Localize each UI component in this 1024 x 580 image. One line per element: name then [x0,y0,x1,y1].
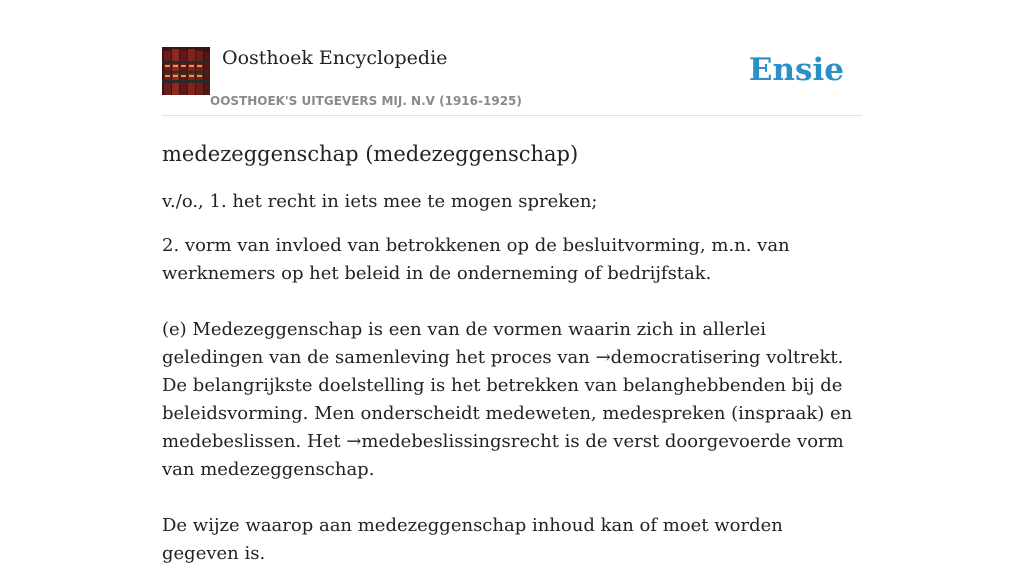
body-text: is de verst doorgevoerde vorm van medezeggenschap. [162,431,844,480]
source-name[interactable]: Oosthoek Encyclopedie [222,47,448,69]
democratisering-link[interactable]: →democratisering [595,347,761,368]
brand-logo[interactable]: Ensie [748,52,844,88]
book-spines-icon [162,47,210,95]
body-text: voltrekt. De belangrijkste doelstelling is het betrekken van belanghebbenden bij de beleidsvorming. Men onderscheidt medeweten, medespreken (inspraak) en medebeslissen. Het [162,347,853,452]
entry-content [162,138,862,580]
source-avatar[interactable] [162,47,210,95]
definition-2: 2. vorm van invloed van betrokkenen op de besluitvorming, m.n. van werknemers op het beleid in de onderneming of bedrijfstak. [162,235,790,284]
source-subtitle: OOSTHOEK'S UITGEVERS MIJ. N.V (1916-1925) [210,94,522,108]
header [162,46,862,116]
definition-1: v./o., 1. het recht in iets mee te mogen spreken; [162,191,598,212]
body-text: (e) Medezeggenschap is een van de vormen waarin zich in allerlei geledingen van de samenleving het proces van [162,319,767,368]
medebeslissingsrecht-link[interactable]: →medebeslissingsrecht [346,431,559,452]
body-paragraph-1 [162,316,862,484]
body-paragraph-2: De wijze waarop aan medezeggenschap inhoud kan of moet worden gegeven is. [162,515,783,564]
entry-title: medezeggenschap (medezeggenschap) [162,142,579,166]
